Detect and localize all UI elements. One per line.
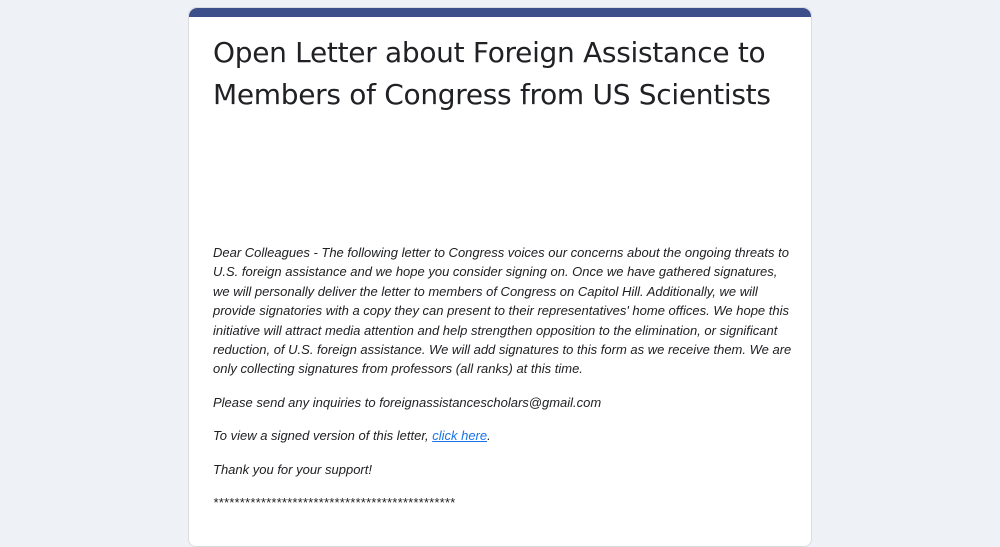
form-title: Open Letter about Foreign Assistance to Members of Congress from US Scientists [213, 36, 771, 111]
description-intro: Dear Colleagues - The following letter to Congress voices our concerns about the ongoing threats to U.S. foreign assistance and we hope you consider signing on. Once we have gathered signatures, we will personally deliver the letter to members of Congress on Capitol Hill. Additionally, we will provide signatories with a copy they can present to their representatives' home offices. We hope this initiative will attract media attention and help strengthen opposition to the elimination, or significant reduction, of U.S. foreign assistance. We will add signatures to this form as we receive them. We are only collecting signatures from professors (all ranks) at this time. [213, 245, 792, 377]
description-thanks: Thank you for your support! [213, 461, 372, 477]
form-card [188, 7, 812, 547]
view-suffix: . [487, 428, 491, 444]
signed-letter-link[interactable]: click here [432, 428, 488, 444]
description-view-line [213, 426, 793, 445]
description-separator: ********************************************** [213, 495, 455, 511]
view-prefix: To view a signed version of this letter, [213, 428, 433, 444]
form-description [213, 243, 793, 526]
card-accent-bar [189, 8, 811, 17]
description-inquiries: Please send any inquiries to foreignassistancescholars@gmail.com [213, 394, 602, 410]
